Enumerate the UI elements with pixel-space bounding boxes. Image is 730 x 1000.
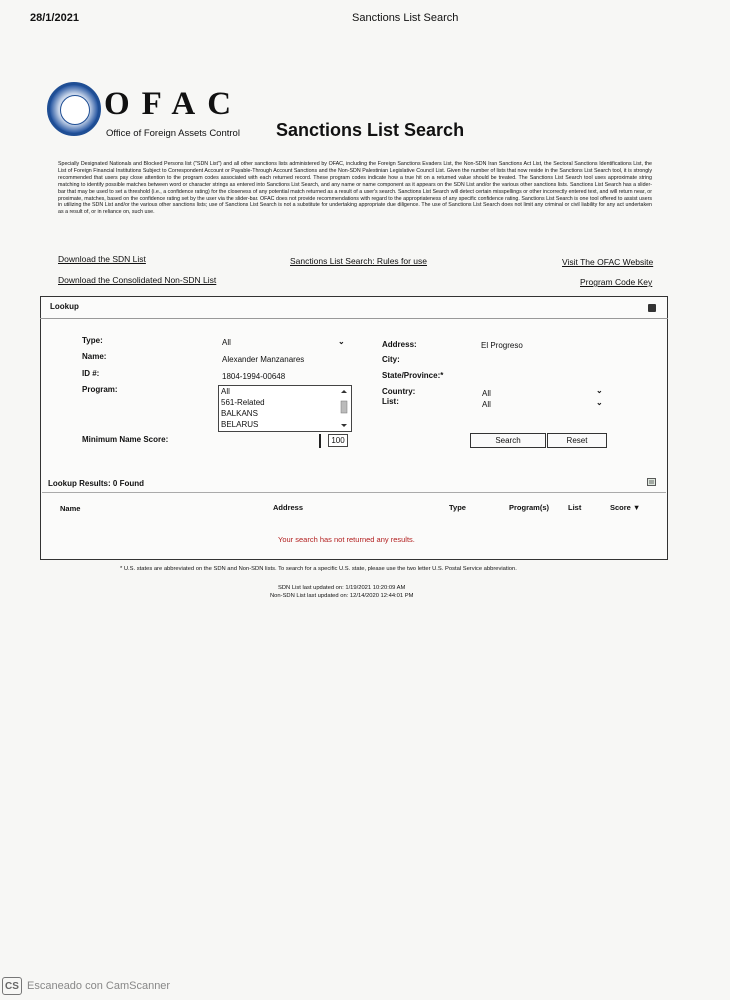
id-input[interactable]: 1804-1994-00648 (222, 372, 286, 381)
no-results-message: Your search has not returned any results. (278, 535, 415, 544)
type-label: Type: (82, 336, 103, 345)
col-address-header[interactable]: Address (273, 503, 304, 512)
program-key-link[interactable]: Program Code Key (580, 277, 653, 287)
search-button[interactable]: Search (470, 433, 546, 448)
chevron-down-icon[interactable]: ⌄ (596, 398, 603, 407)
country-select[interactable]: All (482, 389, 491, 398)
country-label: Country: (382, 387, 416, 396)
page-title: Sanctions List Search (276, 120, 465, 140)
ofac-logo-text: OFAC (104, 86, 244, 122)
ofac-logo-subtitle: Office of Foreign Assets Control (106, 128, 240, 139)
panel-divider (40, 318, 668, 319)
score-slider-handle[interactable] (316, 434, 321, 448)
chevron-down-icon[interactable]: ⌄ (596, 386, 603, 395)
sdn-updated: SDN List last updated on: 1/19/2021 10:20:09 AM (278, 585, 406, 591)
name-input[interactable]: Alexander Manzanares (222, 355, 305, 364)
print-page-title: Sanctions List Search (352, 12, 459, 24)
camscanner-logo: CS (2, 977, 22, 995)
col-name-header[interactable]: Name (60, 504, 81, 513)
states-note: * U.S. states are abbreviated on the SDN and Non-SDN lists. To search for a specific U.S. state, please use the two letter U.S. Postal Service abbreviation. (120, 566, 517, 572)
col-list-header[interactable]: List (568, 503, 582, 512)
program-option[interactable]: BELARUS (221, 420, 259, 429)
city-label: City: (382, 355, 400, 364)
treasury-seal-icon (47, 82, 101, 136)
program-option[interactable]: 561-Related (221, 398, 265, 407)
program-listbox[interactable] (218, 385, 352, 432)
state-label: State/Province:* (382, 371, 444, 380)
listbox-scrollbar[interactable] (339, 388, 349, 429)
program-label: Program: (82, 385, 118, 394)
id-label: ID #: (82, 369, 100, 378)
print-date: 28/1/2021 (30, 12, 79, 24)
list-label: List: (382, 397, 399, 406)
address-label: Address: (382, 340, 417, 349)
address-input[interactable]: El Progreso (481, 341, 523, 350)
list-select[interactable]: All (482, 400, 491, 409)
chevron-down-icon[interactable]: ⌄ (338, 337, 345, 346)
intro-paragraph: Specially Designated Nationals and Blocked Persons list ("SDN List") and all other sanctions lists administered by OFAC, including the Foreign Sanctions Evaders List, the Non-SDN Iran Sanctions Act List, the Sectoral Sanctions Identifications List, the List of Foreign Financial Institutions Subject to Correspondent Account or Payable-Through Account Sanctions and the Non-SDN Palestinian Legislative Council List. Given the number of lists that now reside in the Sanctions List Search tool, it is strongly recommended that users pay close attention to the program codes associated with each returned record. These program codes indicate how a true hit on a returned value should be treated. The Sanctions List Search tool uses approximate string matching to identify possible matches between word or character strings as entered into Sanctions List Search, and any name or name component as it appears on the SDN List and/or the various other sanctions lists. Sanctions List Search has a slider-bar that may be used to set a threshold (i.e., a confidence rating) for the closeness of any potential match returned as a result of a user's search. Sanctions List Search will detect certain misspellings or other incorrectly entered text, and will return near, or proximate, matches, based on the confidence rating set by the user via the slider-bar. OFAC does not provide recommendations with regard to the appropriateness of any specific confidence rating. Sanctions List Search is one tool offered to assist users in utilizing the SDN List and/or the various other sanctions lists; use of Sanctions List Search is not a substitute for undertaking appropriate due diligence. The use of Sanctions List Search does not limit any criminal or civil liability for any act undertaken as a result of, or in reliance on, such use. (58, 161, 652, 216)
download-sdn-link[interactable]: Download the SDN List (58, 254, 146, 264)
col-type-header[interactable]: Type (449, 503, 466, 512)
nonsdn-updated: Non-SDN List last updated on: 12/14/2020 12:44:01 PM (270, 593, 414, 599)
col-score-header[interactable]: Score ▼ (610, 503, 641, 512)
type-select[interactable]: All (222, 338, 231, 347)
rules-link[interactable]: Sanctions List Search: Rules for use (290, 256, 428, 266)
camscanner-watermark: Escaneado con CamScanner (27, 980, 171, 992)
col-programs-header[interactable]: Program(s) (509, 503, 550, 512)
reset-button[interactable]: Reset (547, 433, 607, 448)
collapse-icon[interactable] (648, 304, 656, 312)
results-divider (42, 492, 666, 493)
program-option[interactable]: BALKANS (221, 409, 258, 418)
program-option[interactable]: All (221, 387, 230, 396)
lookup-title: Lookup (50, 302, 79, 311)
download-consolidated-link[interactable]: Download the Consolidated Non-SDN List (58, 275, 217, 285)
export-icon[interactable] (647, 477, 657, 487)
visit-ofac-link[interactable]: Visit The OFAC Website (562, 257, 654, 267)
min-score-label: Minimum Name Score: (82, 435, 169, 444)
name-label: Name: (82, 352, 107, 361)
min-score-input[interactable]: 100 (328, 434, 348, 447)
lookup-panel (40, 296, 668, 560)
results-title: Lookup Results: 0 Found (48, 479, 144, 488)
